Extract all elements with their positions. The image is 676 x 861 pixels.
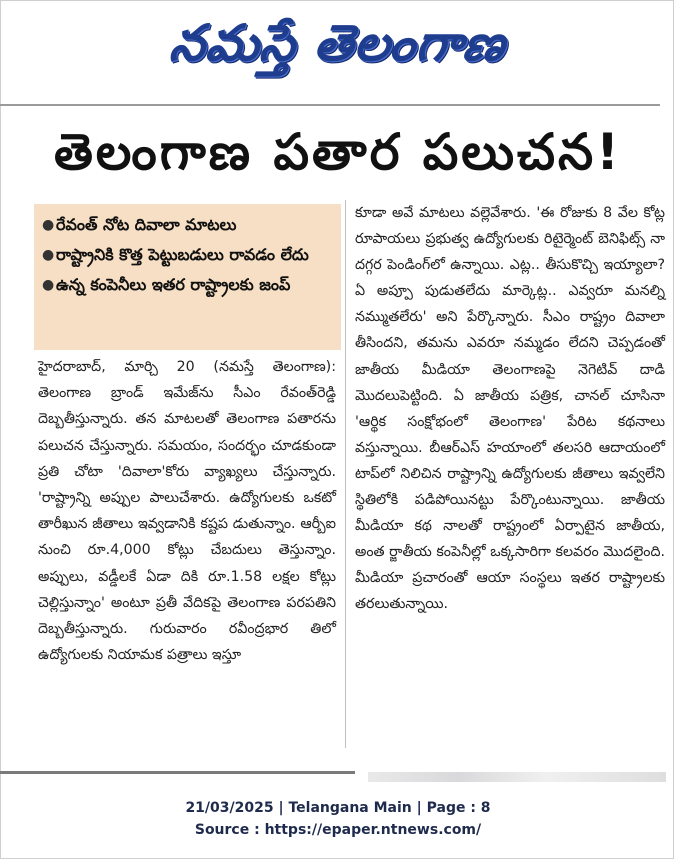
highlight-text: రాష్ట్రానికి కొత్త పెట్టుబడులు రావడం లేదు: [56, 245, 309, 264]
footer-source: Source : https://epaper.ntnews.com/: [194, 822, 482, 838]
article-body-left-column: హైదరాబాద్, మార్చి 20 (నమస్తే తెలంగాణ): తెలంగాణ బ్రాండ్ ఇమేజ్‌ను సీఎం రేవంత్‌రెడ్డి దెబ్బతీస్తున్నారు. తన మాటలతో తెలంగాణ పతారను పలుచన చేస్తున్నారు. సమయం, సందర్భం చూడకుండా ప్రతి చోటా 'దివాలా'కోరు వ్యాఖ్యలు చేస్తున్నారు. 'రాష్ట్రాన్ని అప్పుల పాలుచేశారు. ఉద్యోగులకు ఒకటో తారీఖున జీతాలు ఇవ్వడానికి కష్టప డుతున్నాం. ఆర్బీఐ నుంచి రూ.4,000 కోట్లు చేబదులు తెస్తున్నాం. అప్పులు, వడ్డీలకే ఏడా దికి రూ.1.58 లక్షల కోట్లు చెల్లిస్తున్నాం' అంటూ ప్రతీ వేదికపై తెలంగాణ పరపతిని దెబ్బతీస్తున్నారు. గురువారం రవీంద్రభార తిలో ఉద్యోగులకు నియామక పత్రాలు ఇస్తూ: [38, 359, 341, 664]
masthead: [0, 8, 676, 78]
article-body-right-column: కూడా అవే మాటలు వల్లెవేశారు. 'ఈ రోజుకు 8 వేల కోట్ల రూపాయలు ప్రభుత్వ ఉద్యోగులకు రిటైర్మెంట్ బెనిఫిట్స్ నా దగ్గర పెండింగ్‌లో ఉన్నాయి. ఎట్ల.. తీసుకొచ్చి ఇయ్యాలా? ఏ అప్పూ పుడుతలేదు మార్కెట్ల.. ఎవ్వరూ మనల్ని నమ్ముతలేరు' అని పేర్కొన్నారు. సీఎం రాష్ట్రం దివాలా తీసిందని, తమను ఎవరూ నమ్మడం లేదని చెప్పడంతో జాతీయ మీడియా తెలంగాణపై నెగెటివ్ దాడి మొదలుపెట్టింది. ఏ జాతీయ పత్రిక, చానల్ చూసినా 'ఆర్థిక సంక్షోభంలో తెలంగాణ' పేరిట కథనాలు వస్తున్నాయి. బీఆర్‌ఎస్ హయాంలో తలసరి ఆదాయంలో టాప్‌లో నిలిచిన రాష్ట్రాన్ని ఉద్యోగులకు జీతాలు ఇవ్వలేని స్థితిలోకి పడిపోయినట్టు పేర్కొంటున్నాయి. జాతీయ మీడియా కథ నాలతో రాష్ట్రంలో ఏర్పాటైన జాతీయ, అంత ర్జాతీయ కంపెనీల్లో ఒక్కసారిగా కలవరం మొదలైంది. మీడియా ప్రచారంతో ఆయా సంస్థలు ఇతర రాష్ట్రాలకు తరలుతున్నాయి.: [355, 205, 670, 613]
next-article-image-edge: [368, 772, 666, 782]
article-headline: తెలంగాణ పతార పలుచన!: [54, 122, 622, 181]
column-divider: [345, 200, 346, 748]
footer-date-page: 21/03/2025 | Telangana Main | Page : 8: [185, 800, 491, 816]
bullet-icon: ●: [42, 247, 55, 263]
bullet-icon: ●: [42, 217, 55, 233]
highlight-item: [42, 212, 335, 238]
highlight-text: ఉన్న కంపెనీలు ఇతర రాష్ట్రాలకు జంప్: [56, 275, 291, 294]
bottom-divider: [0, 771, 355, 774]
highlight-item: [42, 242, 335, 268]
newspaper-logo: నమస్తే తెలంగాణ: [167, 14, 509, 72]
bullet-icon: ●: [42, 277, 55, 293]
highlight-text: రేవంత్ నోట దివాలా మాటలు: [56, 215, 237, 234]
highlight-item: [42, 272, 335, 298]
highlights-box: [34, 204, 341, 350]
